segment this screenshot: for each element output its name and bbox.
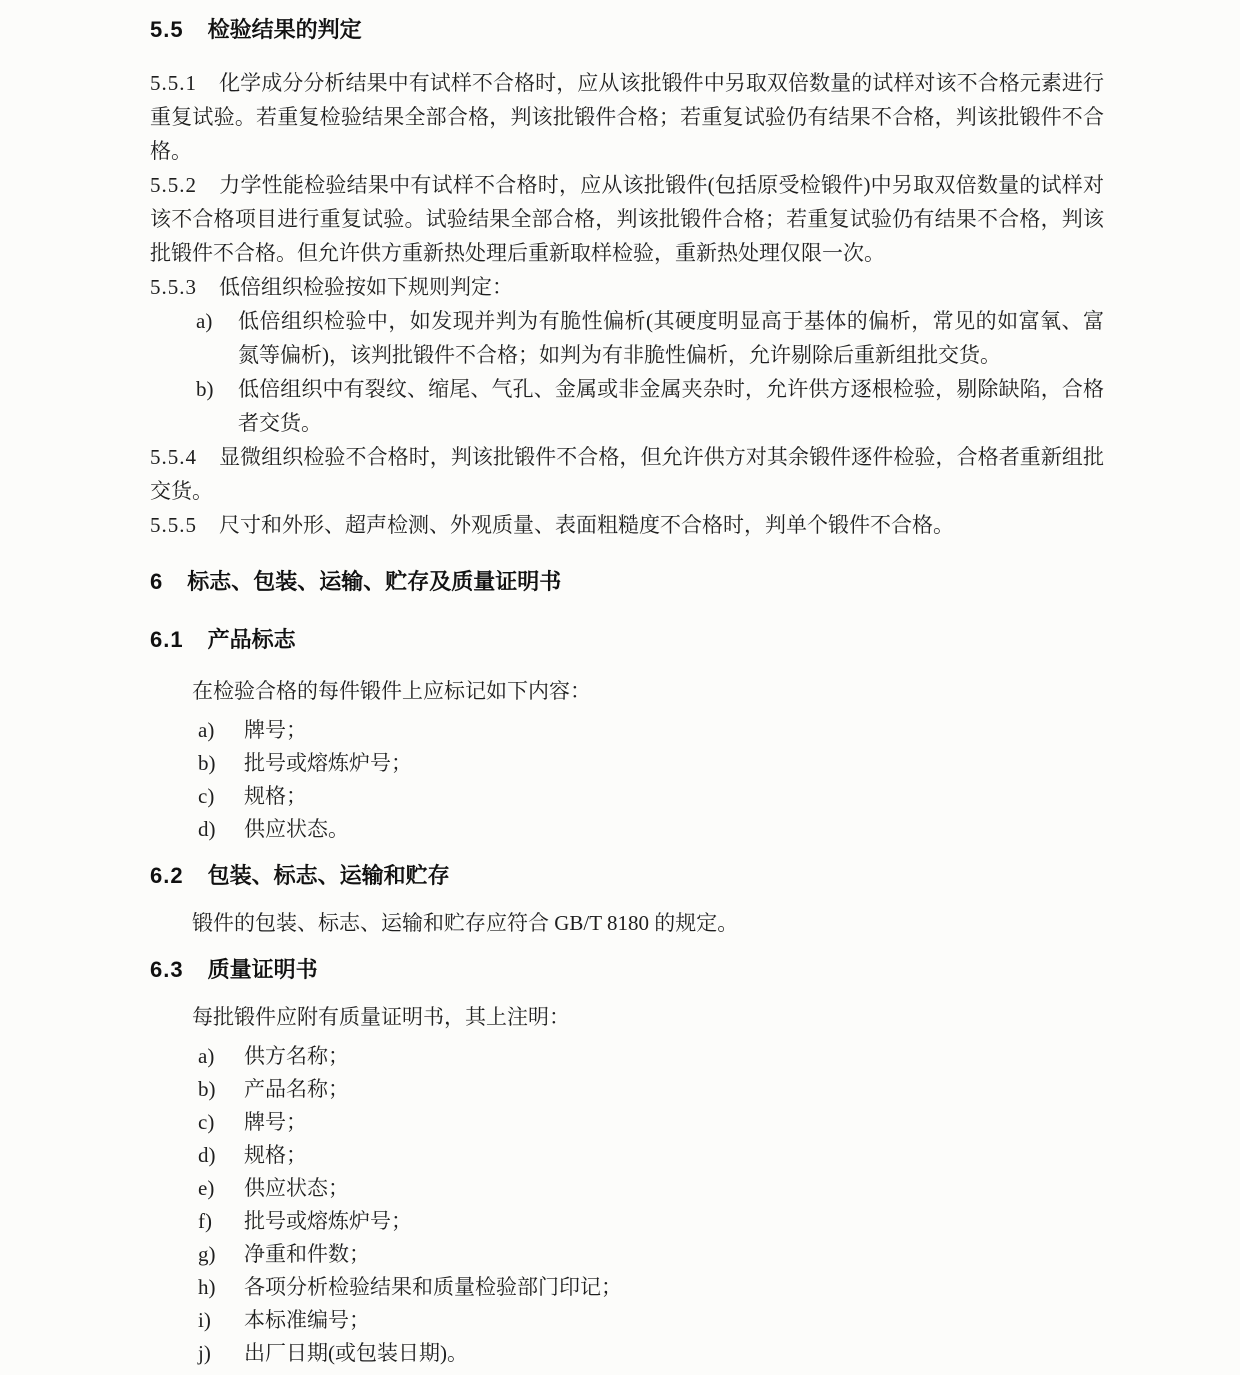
list-item bbox=[150, 1172, 1104, 1205]
list-item-label: g) bbox=[198, 1242, 216, 1266]
list-item-text: 低倍组织中有裂纹、缩尾、气孔、金属或非金属夹杂时，允许供方逐根检验，剔除缺陷，合格者交货。 bbox=[238, 377, 1104, 435]
heading-6-1 bbox=[150, 626, 1104, 654]
clause-text: 化学成分分析结果中有试样不合格时，应从该批锻件中另取双倍数量的试样对该不合格元素进行重复试验。若重复检验结果全部合格，判该批锻件合格；若重复试验仍有结果不合格，判该批锻件不合格。 bbox=[150, 71, 1104, 163]
list-item bbox=[150, 747, 1104, 780]
heading-number: 5.5 bbox=[150, 17, 184, 42]
intro-paragraph-6-1: 在检验合格的每件锻件上应标记如下内容： bbox=[192, 679, 591, 703]
list-item-text: 产品名称； bbox=[244, 1077, 349, 1101]
heading-6-2 bbox=[150, 862, 1104, 890]
list-item bbox=[150, 780, 1104, 813]
heading-title: 标志、包装、运输、贮存及质量证明书 bbox=[187, 569, 562, 594]
list-item bbox=[150, 1205, 1104, 1238]
clause-number: 5.5.4 bbox=[150, 445, 197, 469]
list-item-text: 批号或熔炼炉号； bbox=[244, 1209, 412, 1233]
clause-number: 5.5.5 bbox=[150, 513, 197, 537]
list-item-text: 规格； bbox=[244, 784, 307, 808]
clause-number: 5.5.3 bbox=[150, 275, 197, 299]
list-item-text: 供方名称； bbox=[244, 1044, 349, 1068]
list-item-text: 低倍组织检验中，如发现并判为有脆性偏析(其硬度明显高于基体的偏析，常见的如富氧、富氮等偏析)，该判批锻件不合格；如判为有非脆性偏析，允许剔除后重新组批交货。 bbox=[238, 309, 1104, 367]
clause-5-5-4 bbox=[150, 440, 1104, 508]
list-item-label: a) bbox=[198, 1044, 215, 1068]
clause-text: 低倍组织检验按如下规则判定： bbox=[219, 275, 513, 299]
list-item bbox=[150, 372, 1104, 440]
list-item-label: f) bbox=[198, 1209, 212, 1233]
list-item bbox=[150, 1040, 1104, 1073]
list-item bbox=[150, 1073, 1104, 1106]
list-item-text: 牌号； bbox=[244, 718, 307, 742]
list-item bbox=[150, 1337, 1104, 1370]
heading-title: 质量证明书 bbox=[207, 957, 318, 982]
heading-title: 产品标志 bbox=[207, 627, 296, 652]
paragraph-6-2: 锻件的包装、标志、运输和贮存应符合 GB/T 8180 的规定。 bbox=[192, 911, 739, 935]
list-item-text: 牌号； bbox=[244, 1110, 307, 1134]
list-item-text: 本标准编号； bbox=[244, 1308, 370, 1332]
list-item bbox=[150, 714, 1104, 747]
clause-5-5-5 bbox=[150, 508, 1104, 542]
list-item-text: 供应状态。 bbox=[244, 817, 349, 841]
intro-paragraph-6-3: 每批锻件应附有质量证明书，其上注明： bbox=[192, 1005, 570, 1029]
list-item-text: 供应状态； bbox=[244, 1176, 349, 1200]
heading-number: 6 bbox=[150, 569, 164, 594]
list-item-label: i) bbox=[198, 1308, 211, 1332]
list-item-text: 规格； bbox=[244, 1143, 307, 1167]
list-item-label: h) bbox=[198, 1275, 216, 1299]
list-item-text: 各项分析检验结果和质量检验部门印记； bbox=[244, 1275, 622, 1299]
clause-number: 5.5.1 bbox=[150, 71, 197, 95]
heading-title: 包装、标志、运输和贮存 bbox=[207, 863, 450, 888]
list-item-label: a) bbox=[198, 718, 215, 742]
list-item-label: a) bbox=[196, 309, 213, 333]
list-item bbox=[150, 1238, 1104, 1271]
clause-text: 力学性能检验结果中有试样不合格时，应从该批锻件(包括原受检锻件)中另取双倍数量的试样对该不合格项目进行重复试验。试验结果全部合格，判该批锻件合格；若重复试验仍有结果不合格，判该批锻件不合格。但允许供方重新热处理后重新取样检验，重新热处理仅限一次。 bbox=[150, 173, 1104, 265]
list-item-label: b) bbox=[198, 751, 216, 775]
heading-6 bbox=[150, 568, 1104, 596]
list-item-text: 批号或熔炼炉号； bbox=[244, 751, 412, 775]
clause-5-5-3 bbox=[150, 270, 1104, 304]
list-item bbox=[150, 1271, 1104, 1304]
list-item bbox=[150, 1139, 1104, 1172]
heading-number: 6.1 bbox=[150, 627, 184, 652]
list-item bbox=[150, 1106, 1104, 1139]
list-item-text: 出厂日期(或包装日期)。 bbox=[244, 1341, 468, 1365]
heading-5-5 bbox=[150, 16, 1104, 44]
clause-5-5-2 bbox=[150, 168, 1104, 270]
list-item-label: b) bbox=[198, 1077, 216, 1101]
clause-5-5-1 bbox=[150, 66, 1104, 168]
list-item-label: c) bbox=[198, 1110, 215, 1134]
list-item-label: d) bbox=[198, 1143, 216, 1167]
heading-title: 检验结果的判定 bbox=[207, 17, 362, 42]
list-item-label: d) bbox=[198, 817, 216, 841]
list-item-text: 净重和件数； bbox=[244, 1242, 370, 1266]
heading-6-3 bbox=[150, 956, 1104, 984]
list-item-label: j) bbox=[198, 1341, 211, 1365]
clause-text: 尺寸和外形、超声检测、外观质量、表面粗糙度不合格时，判单个锻件不合格。 bbox=[219, 513, 954, 537]
list-item bbox=[150, 304, 1104, 372]
heading-number: 6.2 bbox=[150, 863, 184, 888]
clause-text: 显微组织检验不合格时，判该批锻件不合格，但允许供方对其余锻件逐件检验，合格者重新组批交货。 bbox=[150, 445, 1104, 503]
list-item-label: c) bbox=[198, 784, 215, 808]
clause-number: 5.5.2 bbox=[150, 173, 197, 197]
heading-number: 6.3 bbox=[150, 957, 184, 982]
list-item bbox=[150, 1304, 1104, 1337]
list-item-label: b) bbox=[196, 377, 214, 401]
list-item bbox=[150, 813, 1104, 846]
list-item-label: e) bbox=[198, 1176, 215, 1200]
